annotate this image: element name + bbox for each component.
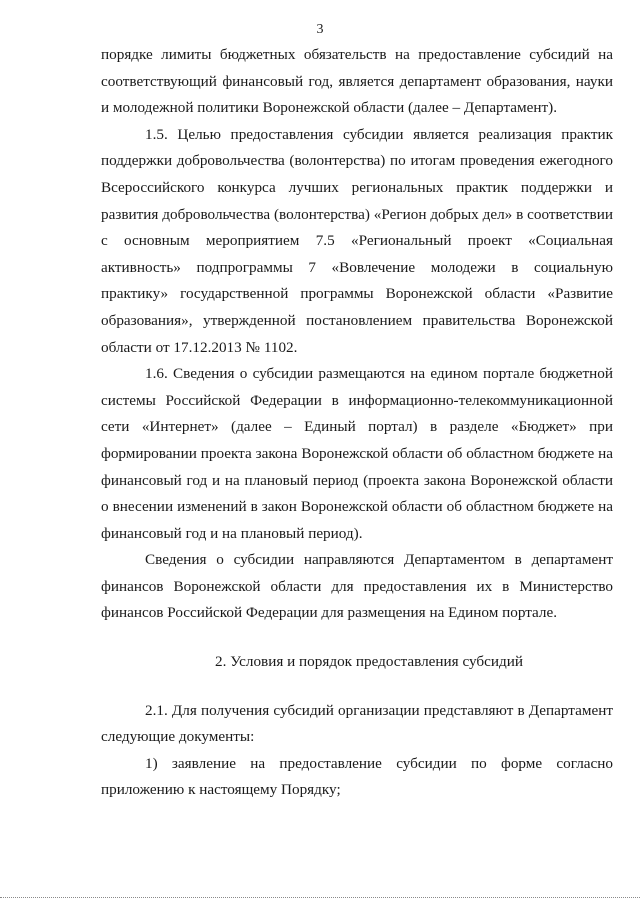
paragraph-continuation: порядке лимиты бюджетных обязательств на предоставление субсидий на соответствующий финансовый год, является департамент образования, науки и молодежной политики Воронежской области (далее – Департамент). [101,46,613,117]
scan-edge-line [0,897,640,898]
paragraph-1-6: 1.6. Сведения о субсидии размещаются на едином портале бюджетной системы Российской Федерации в информационно-телекоммуникационной сети «Интернет» (далее – Единый портал) в разделе «Бюджет» при формировании проекта закона Воронежской области об областном бюджете на финансовый год и на плановый период (проекта закона Воронежской области о внесении изменений в закон Воронежской области об областном бюджете на финансовый год и на плановый период). [101,365,613,542]
document-body [101,42,613,804]
paragraph-2-1: 2.1. Для получения субсидий организации представляют в Департамент следующие документы: [101,701,613,746]
section-heading: 2. Условия и порядок предоставления субсидий [215,653,523,671]
page-number: 3 [316,22,324,37]
list-item-1: 1) заявление на предоставление субсидии по форме согласно приложению к настоящему Порядку; [101,754,613,799]
paragraph-subsidy-info: Сведения о субсидии направляются Департаментом в департамент финансов Воронежской области для предоставления их в Министерство финансов Российской Федерации для размещения на Едином портале. [101,551,613,622]
paragraph-1-5: 1.5. Целью предоставления субсидии является реализация практик поддержки добровольчества (волонтерства) по итогам проведения ежегодного Всероссийского конкурса лучших региональных практик поддержки и развития добровольчества (волонтерства) «Регион добрых дел» в соответствии с основным мероприятием 7.5 «Региональный проект «Социальная активность» подпрограммы 7 «Вовлечение молодежи в социальную практику» государственной программы Воронежской области «Развитие образования», утвержденной постановлением правительства Воронежской области от 17.12.2013 № 1102. [101,125,613,356]
